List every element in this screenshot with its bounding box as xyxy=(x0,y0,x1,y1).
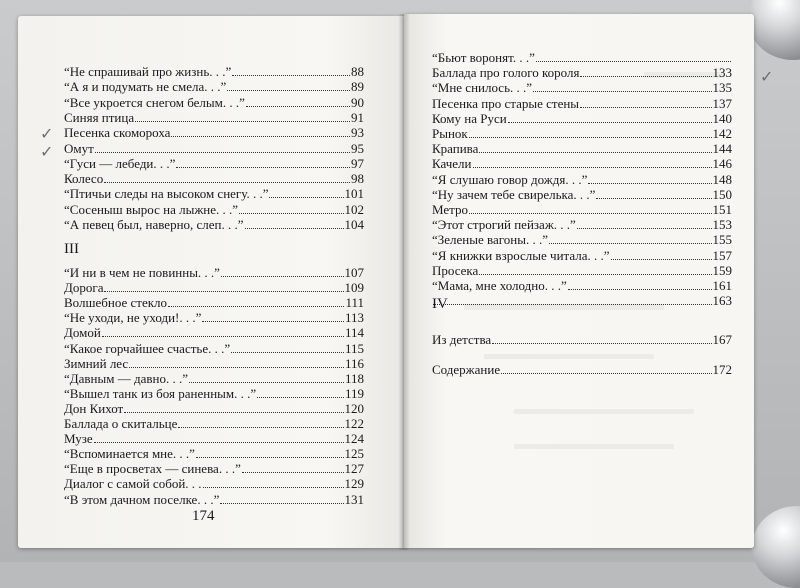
dot-leader xyxy=(549,243,712,244)
dot-leader xyxy=(246,106,350,107)
toc-entry-title: Крапива xyxy=(432,141,479,157)
toc-entry-title: “Сосеныш вырос на лыжне. . .” xyxy=(64,201,239,217)
toc-entry-page: 144 xyxy=(712,141,732,157)
toc-entry xyxy=(432,332,732,348)
toc-entry-title: “В этом дачном поселке. . .” xyxy=(64,491,220,507)
dot-leader xyxy=(577,228,712,229)
toc-entry-title: Омут xyxy=(64,140,94,156)
toc-entry-title: “Давным — давно. . .” xyxy=(64,370,188,386)
toc-entry-page: 172 xyxy=(712,362,732,377)
toc-entry-page: 155 xyxy=(712,232,732,248)
toc-entry-title: Дорога xyxy=(64,280,104,296)
toc-entry-page: 97 xyxy=(351,155,364,171)
toc-entry-page: 140 xyxy=(712,110,732,126)
dot-leader xyxy=(102,336,344,337)
toc-entry-page: 124 xyxy=(344,431,364,447)
toc-entry-page: 122 xyxy=(344,416,364,431)
toc-entry xyxy=(64,217,364,233)
section-heading-iv: IV xyxy=(432,296,448,312)
toc-entry-page: 88 xyxy=(351,64,364,79)
toc-entry xyxy=(432,202,732,218)
pencil-checkmark-icon: ✓ xyxy=(40,124,54,143)
toc-entry-title: Синяя птица xyxy=(64,109,135,125)
toc-entry xyxy=(432,278,732,294)
dot-leader xyxy=(596,198,711,199)
dot-leader xyxy=(257,397,344,398)
dot-leader xyxy=(203,487,344,488)
toc-entry-page: 93 xyxy=(351,125,364,141)
toc-entry-page: 116 xyxy=(344,355,364,371)
toc-entry-page: 107 xyxy=(344,265,364,280)
dot-leader xyxy=(588,183,711,184)
toc-entry xyxy=(432,126,732,142)
toc-entry-title: Рынок xyxy=(432,126,468,141)
toc-entry xyxy=(64,341,364,357)
dot-leader xyxy=(580,76,711,77)
dot-leader xyxy=(508,122,712,123)
toc-entry xyxy=(432,362,732,378)
toc-entry-title: “Бьют воронят. . .” xyxy=(432,50,535,65)
toc-entry xyxy=(432,96,732,112)
toc-entry xyxy=(432,156,732,172)
toc-entry-title: “Этот строгий пейзаж. . .” xyxy=(432,217,576,233)
toc-entry xyxy=(432,232,732,248)
book-gutter xyxy=(398,14,410,550)
toc-entry xyxy=(64,265,364,281)
toc-entry-page: 161 xyxy=(712,278,732,293)
dot-leader xyxy=(95,152,350,153)
dot-leader xyxy=(469,137,712,138)
toc-entry-page: 163 xyxy=(712,293,732,309)
toc-entry-title: “А певец был, наверно, слеп. . .” xyxy=(64,217,244,232)
page-number: 174 xyxy=(192,508,215,524)
toc-entry xyxy=(432,187,732,203)
toc-entry-page: 146 xyxy=(712,156,732,172)
dot-leader xyxy=(239,213,343,214)
toc-entry xyxy=(64,476,364,492)
toc-entry xyxy=(64,446,364,462)
toc-entry-page: 150 xyxy=(712,186,732,202)
dot-leader xyxy=(536,61,731,62)
toc-entry-title: Зимний лес xyxy=(64,355,129,371)
toc-entry-page: 159 xyxy=(712,262,732,278)
toc-entry-page: 129 xyxy=(344,476,364,492)
dot-leader xyxy=(479,274,711,275)
toc-entry-title: “Не уходи, не уходи!. . .” xyxy=(64,310,202,326)
toc-entry-title: Содержание xyxy=(432,362,501,377)
toc-entry xyxy=(432,111,732,127)
toc-entry xyxy=(64,295,364,311)
toc-entry-title: Метро xyxy=(432,202,468,217)
dot-leader xyxy=(129,367,344,368)
dot-leader xyxy=(220,503,343,504)
toc-entry-title: Домой xyxy=(64,325,101,341)
toc-entry-title: Просека xyxy=(432,262,479,278)
dot-leader xyxy=(202,321,344,322)
toc-entry xyxy=(432,50,732,66)
toc-entry xyxy=(64,110,364,126)
toc-entry-title: Баллада о скитальце xyxy=(64,416,178,431)
toc-entry-title: Колесо xyxy=(64,171,104,187)
table-of-contents-right xyxy=(432,0,732,562)
toc-entry-page: 127 xyxy=(344,461,364,477)
toc-entry-title: Песенка про старые стены xyxy=(432,95,580,111)
dot-leader xyxy=(469,213,712,214)
toc-entry-page: 109 xyxy=(344,280,364,296)
toc-entry-title: “Птичьи следы на высоком снегу. . .” xyxy=(64,186,269,202)
dot-leader xyxy=(611,259,712,260)
toc-entry-title: Песенка скомороха xyxy=(64,125,171,141)
toc-entry xyxy=(64,95,364,111)
toc-entry-page: 102 xyxy=(344,201,364,217)
toc-entry xyxy=(64,492,364,508)
toc-entry xyxy=(432,80,732,96)
dot-leader xyxy=(221,276,344,277)
dot-leader xyxy=(231,352,344,353)
toc-entry xyxy=(64,280,364,296)
toc-entry-page: 131 xyxy=(344,491,364,507)
dot-leader xyxy=(501,373,711,374)
toc-entry-page: 119 xyxy=(344,385,364,401)
toc-entry xyxy=(64,141,364,157)
pencil-checkmark-icon: ✓ xyxy=(40,142,54,161)
toc-entry xyxy=(64,431,364,447)
toc-entry-title: Из детства xyxy=(432,332,492,347)
dot-leader xyxy=(104,291,343,292)
toc-entry-title: Баллада про голого короля xyxy=(432,65,580,81)
toc-entry-title: “Гуси — лебеди. . .” xyxy=(64,155,176,171)
toc-entry-title: “Вспоминается мне. . .” xyxy=(64,446,195,462)
table-of-contents-left xyxy=(64,0,364,562)
toc-entry xyxy=(64,202,364,218)
dot-leader xyxy=(94,442,344,443)
toc-entry-title: “Зеленые вагоны. . .” xyxy=(432,232,548,248)
toc-entry-page: 142 xyxy=(712,126,732,141)
dot-leader xyxy=(124,412,343,413)
dot-leader xyxy=(269,197,343,198)
dot-leader xyxy=(473,167,712,168)
toc-entry-page: 157 xyxy=(712,247,732,263)
toc-entry xyxy=(64,386,364,402)
toc-entry xyxy=(432,172,732,188)
dot-leader xyxy=(135,121,350,122)
toc-entry xyxy=(64,171,364,187)
toc-entry-page: 153 xyxy=(712,217,732,233)
toc-entry-title: Дон Кихот xyxy=(64,400,124,416)
dot-leader xyxy=(245,228,344,229)
toc-entry-page: 89 xyxy=(351,79,364,95)
toc-entry-title: Диалог с самой собой. . . xyxy=(64,476,202,492)
toc-entry-page: 113 xyxy=(344,310,364,326)
toc-entry-title: “Какое горчайшее счастье. . .” xyxy=(64,340,231,356)
toc-entry-page: 98 xyxy=(351,171,364,187)
toc-entry-page: 167 xyxy=(712,332,732,347)
toc-entry-title: “Я книжки взрослые читала. . .” xyxy=(432,247,610,263)
dot-leader xyxy=(178,427,343,428)
dot-leader xyxy=(533,91,711,92)
toc-entry-title: “Я слушаю говор дождя. . .” xyxy=(432,171,588,187)
toc-entry xyxy=(64,310,364,326)
toc-entry-page: 104 xyxy=(344,217,364,232)
toc-entry-page: 148 xyxy=(712,171,732,187)
toc-entry xyxy=(64,356,364,372)
toc-entry-page: 91 xyxy=(351,109,364,125)
toc-entry-page: 120 xyxy=(344,400,364,416)
toc-entry xyxy=(64,461,364,477)
toc-entry xyxy=(64,401,364,417)
dot-leader xyxy=(433,304,712,305)
section-heading-iii: III xyxy=(64,241,79,257)
dot-leader xyxy=(176,167,350,168)
toc-entry xyxy=(432,248,732,264)
dot-leader xyxy=(196,457,344,458)
toc-entry-page: 114 xyxy=(344,325,364,341)
toc-entry xyxy=(64,371,364,387)
toc-entry-page: 101 xyxy=(344,186,364,202)
toc-entry-title: “Мне снилось. . .” xyxy=(432,80,533,96)
toc-entry xyxy=(432,217,732,233)
dot-leader xyxy=(189,382,344,383)
toc-entry-page: 151 xyxy=(712,202,732,217)
toc-entry-title: “Еще в просветах — синева. . .” xyxy=(64,461,241,477)
toc-entry-page: 95 xyxy=(351,140,364,156)
toc-entry xyxy=(64,156,364,172)
dot-leader xyxy=(580,107,711,108)
dot-leader xyxy=(168,306,344,307)
toc-entry-title: “Ну зачем тебе свирелька. . .” xyxy=(432,186,596,202)
toc-entry-page: 115 xyxy=(344,340,364,356)
toc-entry xyxy=(64,64,364,80)
toc-entry-page: 135 xyxy=(712,80,732,96)
toc-entry-page: 125 xyxy=(344,446,364,462)
toc-entry-title: “Не спрашивай про жизнь. . .” xyxy=(64,64,232,79)
toc-entry xyxy=(432,263,732,279)
toc-entry-title: “Вышел танк из боя раненным. . .” xyxy=(64,385,257,401)
pencil-checkmark-icon: ✓ xyxy=(760,67,774,86)
toc-entry xyxy=(64,79,364,95)
toc-entry-title: Кому на Руси xyxy=(432,110,507,126)
toc-entry xyxy=(64,325,364,341)
toc-entry xyxy=(432,293,732,309)
dot-leader xyxy=(227,90,350,91)
toc-entry-page: 118 xyxy=(344,370,364,386)
toc-entry-title: “Мама, мне холодно. . .” xyxy=(432,278,567,293)
toc-entry-title: Качели xyxy=(432,156,472,172)
dot-leader xyxy=(242,472,344,473)
dot-leader xyxy=(104,182,350,183)
toc-entry xyxy=(64,186,364,202)
dot-leader xyxy=(232,75,350,76)
dot-leader xyxy=(479,152,711,153)
toc-entry-title: “А я и подумать не смела. . .” xyxy=(64,79,227,95)
dot-leader xyxy=(171,136,350,137)
dot-leader xyxy=(568,289,712,290)
toc-entry-title: “Все укроется снегом белым. . .” xyxy=(64,94,245,110)
dot-leader xyxy=(492,343,711,344)
toc-entry xyxy=(64,125,364,141)
toc-entry-page: 111 xyxy=(345,295,364,311)
toc-entry-page: 137 xyxy=(712,95,732,111)
toc-entry-title: “И ни в чем не повинны. . .” xyxy=(64,265,220,280)
toc-entry-title: Музе xyxy=(64,431,93,447)
toc-entry xyxy=(432,65,732,81)
toc-entry-page: 90 xyxy=(351,94,364,110)
toc-entry-title: Волшебное стекло xyxy=(64,295,168,311)
toc-entry-page: 133 xyxy=(712,65,732,81)
toc-entry xyxy=(64,416,364,432)
toc-entry xyxy=(432,141,732,157)
